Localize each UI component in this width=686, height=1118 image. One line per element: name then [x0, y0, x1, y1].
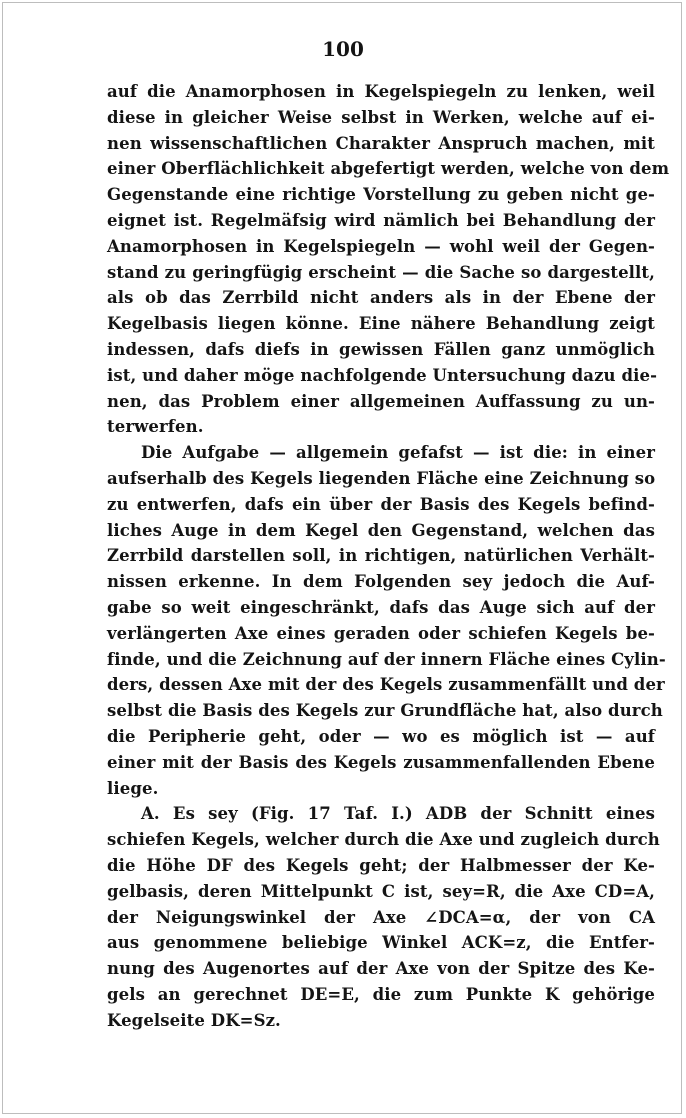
text-line: verlängerten Axe eines geraden oder schiefen Kegels be- [107, 623, 655, 643]
text-line: liege. [107, 778, 159, 798]
text-line: der Neigungswinkel der Axe ∠DCA=α, der von CA [107, 907, 655, 927]
text-line: stand zu geringfügig erscheint — die Sache so dargestellt, [107, 262, 655, 282]
text-line: Gegenstande eine richtige Vorstellung zu geben nicht ge- [107, 185, 655, 205]
text-line: terwerfen. [107, 417, 204, 437]
text-line: finde, und die Zeichnung auf der innern Fläche eines Cylin- [107, 649, 666, 669]
text-line: Die Aufgabe — allgemein gefafst — ist die: in einer [141, 443, 655, 463]
text-line: selbst die Basis des Kegels zur Grundfläche hat, also durch [107, 701, 663, 721]
text-line: auf die Anamorphosen in Kegelspiegeln zu lenken, weil [107, 82, 655, 101]
text-line: gelbasis, deren Mittelpunkt C ist, sey=R, die Axe CD=A, [107, 881, 655, 901]
text-line: die Peripherie geht, oder — wo es möglich ist — auf [107, 726, 655, 746]
text-line: als ob das Zerrbild nicht anders als in der Ebene der [107, 288, 655, 308]
text-line: nen wissenschaftlichen Charakter Anspruch machen, mit [107, 133, 655, 153]
text-line: liches Auge in dem Kegel den Gegenstand, welchen das [107, 520, 655, 540]
text-line: aus genommene beliebige Winkel ACK=z, die Entfer- [107, 933, 655, 953]
text-line: Kegelbasis liegen könne. Eine nähere Behandlung zeigt [107, 314, 655, 334]
text-line: Kegelseite DK=Sz. [107, 1010, 281, 1030]
text-line: zu entwerfen, dafs ein über der Basis des Kegels befind- [107, 494, 655, 514]
body-text [107, 79, 670, 1033]
text-line: nung des Augenortes auf der Axe von der Spitze des Ke- [107, 959, 655, 979]
text-line: eignet ist. Regelmäfsig wird nämlich bei Behandlung der [107, 210, 655, 230]
text-line: einer mit der Basis des Kegels zusammenfallenden Ebene [107, 752, 655, 772]
text-line: aufserhalb des Kegels liegenden Fläche eine Zeichnung so [107, 468, 656, 488]
text-line: nissen erkenne. In dem Folgenden sey jedoch die Auf- [107, 572, 655, 592]
text-line: Zerrbild darstellen soll, in richtigen, natürlichen Verhält- [107, 546, 655, 566]
text-line: gabe so weit eingeschränkt, dafs das Auge sich auf der [107, 597, 655, 617]
text-line: gels an gerechnet DE=E, die zum Punkte K gehörige [107, 984, 655, 1004]
text-line: ist, und daher möge nachfolgende Untersuchung dazu die- [107, 365, 658, 385]
text-line: nen, das Problem einer allgemeinen Auffassung zu un- [107, 391, 655, 411]
text-line: ders, dessen Axe mit der des Kegels zusammenfällt und der [107, 675, 665, 695]
page-number: 100 [322, 37, 364, 61]
text-line: einer Oberflächlichkeit abgefertigt werden, welche von dem [107, 159, 670, 179]
text-line: die Höhe DF des Kegels geht; der Halbmesser der Ke- [107, 855, 655, 875]
text-line: diese in gleicher Weise selbst in Werken, welche auf ei- [107, 107, 655, 127]
text-line: indessen, dafs diefs in gewissen Fällen ganz unmöglich [107, 339, 655, 359]
text-line: A. Es sey (Fig. 17 Taf. I.) ADB der Schnitt eines [141, 804, 655, 824]
text-line: Anamorphosen in Kegelspiegeln — wohl weil der Gegen- [107, 236, 655, 256]
text-line: schiefen Kegels, welcher durch die Axe und zugleich durch [107, 830, 660, 850]
